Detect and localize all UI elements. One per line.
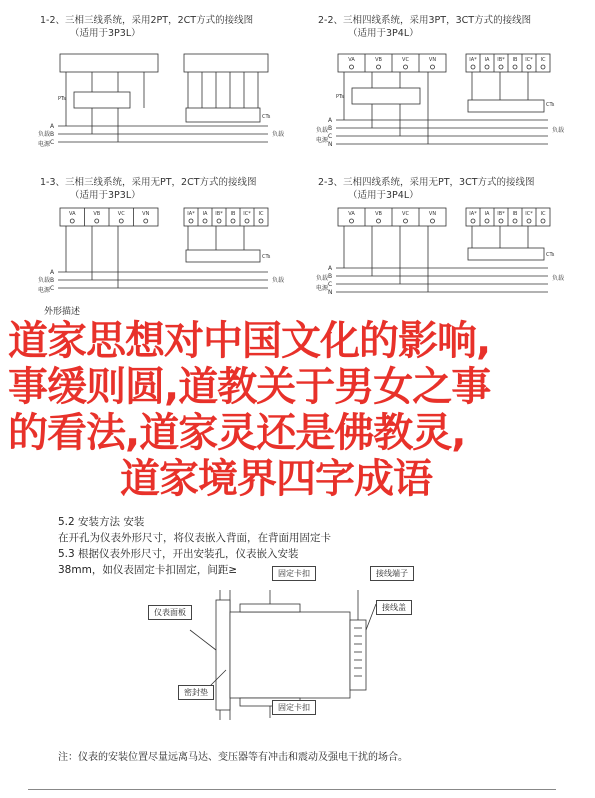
ct-label: CTs [546,102,555,108]
terminal-label: VC [402,211,409,217]
terminal-screw [70,219,74,223]
line-a-label: A [328,117,333,124]
terminal-screw [189,219,193,223]
terminal-label: 接线端子 [370,566,414,581]
terminal-screw [95,219,99,223]
terminal-label: IB* [497,211,505,217]
terminal-label: IC* [525,211,533,217]
terminal-label: IA [484,211,490,217]
pt-label: PTs [336,94,344,100]
body-line-2: 在开孔为仪表外形尺寸，将仪表嵌入背面，在背面用固定卡 [58,532,331,544]
line-n-label: N [328,141,333,148]
terminal-screw [471,219,475,223]
pt-block [352,88,420,104]
terminal-screw [231,219,235,223]
terminal-label: IB [512,211,518,217]
right-load-label: 负载 [552,127,565,134]
panel-label: 仪表面板 [148,605,192,620]
terminal-label: VC [117,211,125,217]
line-c-label: C [328,133,333,140]
terminal-label: IB [512,57,518,63]
line-n-label: N [328,289,333,296]
right-load-label: 负载 [272,277,285,284]
terminal-label: VC [402,57,409,63]
terminal-screw [404,219,408,223]
diagram-1-caption: 1-2、三相三线系统，采用2PT，2CT方式的接线图 （适用于3P3L） [40,15,254,39]
left-load-label: 负载 [316,275,329,282]
terminal-screw [485,219,489,223]
ct-label: CTs [262,254,271,260]
ct-block [186,250,260,262]
terminal-screw [541,65,545,69]
pt-block [74,92,130,108]
line-a-label: A [50,269,55,276]
terminal-label: IC* [525,57,533,63]
terminal-screw [499,219,503,223]
terminal-screw [541,219,545,223]
body-line-3: 5.3 根据仪表外形尺寸，开出安装孔，仪表嵌入安装 [58,548,299,560]
terminal-screw [203,219,207,223]
terminal-block-v [60,54,158,72]
ct-label: CTs [546,252,555,258]
terminal-label: IC [540,57,546,63]
terminal-label: VA [68,211,76,217]
footnote: 注：仪表的安装位置尽量远离马达、变压器等有冲击和震动及强电干扰的场合。 [58,752,408,763]
terminal-screw [527,65,531,69]
terminal-screw [377,219,381,223]
wiring-diagram-3 [36,204,286,304]
right-load-label: 负载 [552,275,565,282]
terminal-screw [431,219,435,223]
terminal-screw [245,219,249,223]
terminal-label: VN [428,57,437,63]
line-b-label: B [328,125,333,132]
wiring-diagram-2 [316,48,566,158]
terminal-label: IA [484,57,490,63]
line-b-label: B [50,131,55,138]
terminal-label: VB [375,57,382,63]
terminal-label: IA* [187,211,195,217]
plate-label: 接线盖 [376,600,412,615]
left-load-label: 负载 [38,277,51,284]
diagram-2-caption: 2-2、三相四线系统，采用3PT，3CT方式的接线图 （适用于3P4L） [318,15,532,39]
terminal-label: IB* [215,211,223,217]
overlay-line-4: 道家境界四字成语 [120,456,432,502]
bottom-divider [28,789,556,790]
clip-top-label: 固定卡扣 [272,566,316,581]
terminal-label: IB* [497,57,505,63]
terminal-block-i [184,54,268,72]
wiring-diagram-1 [36,48,286,158]
terminal-label: IC [540,211,546,217]
terminal-screw [144,219,148,223]
terminal-screw [431,65,435,69]
diagram-3-caption: 1-3、三相三线系统，采用无PT，2CT方式的接线图 （适用于3P3L） [40,177,257,201]
ct-label: CTs [262,114,271,120]
terminal-screw [513,219,517,223]
line-c-label: C [50,139,55,146]
wiring-diagram-4 [316,204,566,304]
terminal-label: IC* [243,211,251,217]
terminal-screw [350,65,354,69]
terminal-screw [217,219,221,223]
left-source-label: 电源 [38,141,51,148]
left-load-label: 负载 [38,131,51,138]
section-title: 外形描述 [44,307,81,317]
overlay-line-3: 的看法,道家灵还是佛教灵, [8,410,466,456]
left-source-label: 电源 [38,287,51,294]
terminal-screw [350,219,354,223]
terminal-screw [499,65,503,69]
terminal-label: VN [428,211,437,217]
terminal-screw [527,219,531,223]
overlay-line-2: 事缓则圆,道教关于男女之事 [8,364,491,410]
ct-block [186,108,260,122]
terminal-screw [404,65,408,69]
left-load-label: 负载 [316,127,329,134]
line-c-label: C [50,285,55,292]
terminal-screw [377,65,381,69]
terminal-label: VB [375,211,382,217]
terminal-screw [513,65,517,69]
pt-label: PTs [58,96,66,102]
terminal-label: IC [258,211,264,217]
terminal-screw [259,219,263,223]
line-b-label: B [50,277,55,284]
line-a-label: A [328,265,333,272]
terminal-screw [485,65,489,69]
terminal-label: IA* [469,57,477,63]
terminal-screw [471,65,475,69]
left-source-label: 电源 [316,137,329,144]
right-load-label: 负载 [272,131,285,138]
terminal-label: VB [93,211,101,217]
line-c-label: C [328,281,333,288]
overlay-line-1: 道家思想对中国文化的影响, [8,318,491,364]
terminal-label: VN [142,211,150,217]
left-source-label: 电源 [316,285,329,292]
terminal-label: IB [230,211,236,217]
ct-block [468,100,544,112]
diagram-4-caption: 2-3、三相四线系统，采用无PT，3CT方式的接线图 （适用于3P4L） [318,177,535,201]
terminal-screw [119,219,123,223]
body-line-4: 38mm，如仪表固定卡扣固定，间距≥ [58,564,238,576]
seal-label: 密封垫 [178,685,214,700]
line-a-label: A [50,123,55,130]
terminal-label: VA [348,211,355,217]
body-line-1: 5.2 安装方法 安装 [58,516,145,528]
terminal-label: IA [202,211,208,217]
ct-block [468,248,544,260]
clip-bottom-label: 固定卡扣 [272,700,316,715]
line-b-label: B [328,273,333,280]
terminal-label: VA [348,57,355,63]
terminal-label: IA* [469,211,477,217]
